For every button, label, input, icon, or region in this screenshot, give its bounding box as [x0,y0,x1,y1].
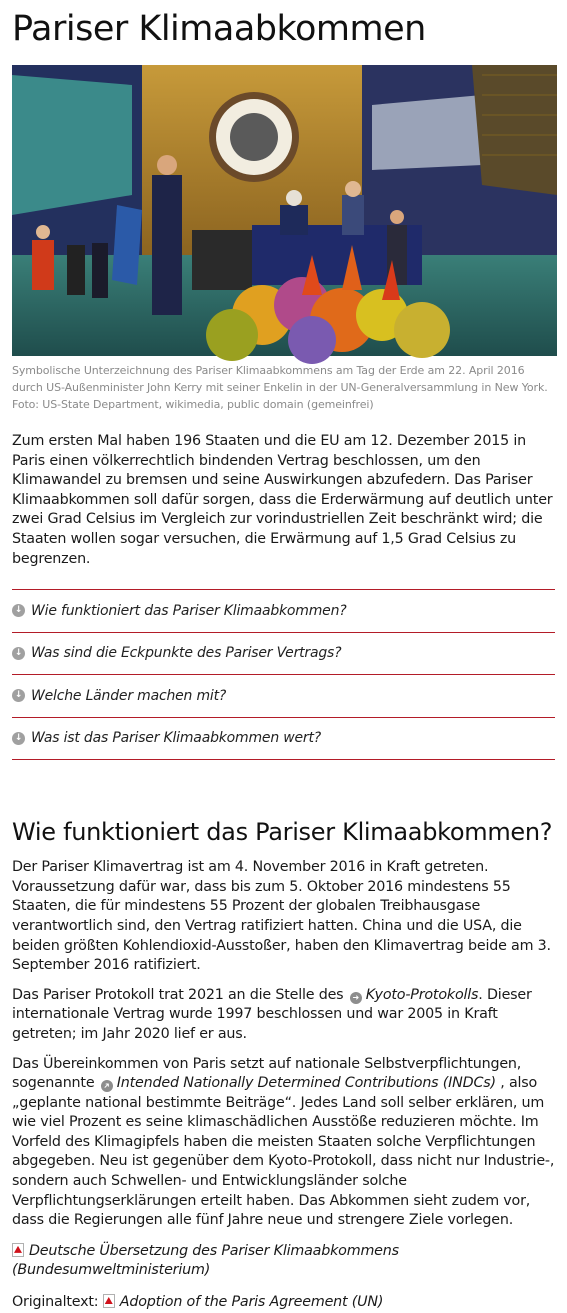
faq-item-funktion[interactable] [12,590,555,633]
paragraph-text: . Dieser internationale Vertrag wurde 1997 beschlossen und war 2005 in Kraft getreten; im Jahr 2020 lief er aus. [12,986,532,1042]
section-paragraph-2 [12,986,555,1045]
indc-link[interactable]: Intended Nationally Determined Contributions (INDCs) [116,1075,496,1092]
image-caption: Symbolische Unterzeichnung des Pariser Klimaabkommens am Tag der Erde am 22. April 2016 durch US-Außenminister John Kerry mit seiner Enkelin in der UN-Generalversammlung in New York. Foto: US-State Department, wikimedia, public domain (gemeinfrei) [12,364,548,411]
faq-label: Was ist das Pariser Klimaabkommen wert? [31,730,321,747]
arrow-down-circle-icon: ↓ [12,689,25,702]
faq-label: Welche Länder machen mit? [31,687,227,704]
german-translation-link[interactable]: Deutsche Übersetzung des Pariser Klimaabkommens (Bundesumweltministerium) [12,1242,399,1279]
pdf-icon [12,1243,24,1257]
arrow-down-circle-icon: ↓ [12,732,25,745]
paragraph-text: Das Pariser Protokoll trat 2021 an die Stelle des [12,986,348,1003]
kyoto-protokoll-link[interactable]: Kyoto-Protokolls [365,986,479,1003]
paragraph-text: Das Übereinkommen von Paris setzt auf nationale Selbstverpflichtungen, sogenannte [12,1055,522,1092]
arrow-right-circle-icon: ➜ [350,992,362,1004]
paragraph-text: , also „geplante national bestimmte Beiträge“. Jedes Land soll selber erklären, um wie viel Prozent es seine klimaschädlichen Ausstöße reduzieren möchte. Im Vorfeld des Klimagipfels haben die meisten Staaten solche Verpflichtungen abgegeben. Neu ist gegenüber dem Kyoto-Protokoll, dass nicht nur Industrie-, sondern auch Schwellen- und Entwicklungsländer solche Verpflichtungserklärungen erteilt haben. Das Abkommen sieht zudem vor, dass die Regierungen alle fünf Jahre neue und strengere Ziele vorlegen. [12,1075,555,1229]
pdf-icon [103,1294,115,1308]
section-paragraph-3 [12,1055,555,1231]
faq-label: Was sind die Eckpunkte des Pariser Vertrags? [31,645,342,662]
arrow-down-circle-icon: ↓ [12,604,25,617]
faq-item-laender[interactable] [12,675,555,718]
faq-list [12,589,555,760]
faq-label: Wie funktioniert das Pariser Klimaabkommen? [31,602,347,619]
faq-item-eckpunkte[interactable] [12,633,555,676]
original-agreement-link[interactable]: Adoption of the Paris Agreement (UN) [119,1294,384,1311]
intro-paragraph: Zum ersten Mal haben 196 Staaten und die EU am 12. Dezember 2015 in Paris einen völkerrechtlich bindenden Vertrag beschlossen, um den Klimawandel zu bremsen und seine Auswirkungen abzufedern. Das Pariser Klimaabkommen soll dafür sorgen, dass die Erderwärmung auf deutlich unter zwei Grad Celsius im Vergleich zur vorindustriellen Zeit beschränkt wird; die Staaten wollen sogar versuchen, die Erwärmung auf 1,5 Grad Celsius zu begrenzen. [12,433,553,567]
article-photo [12,65,557,356]
arrow-down-circle-icon: ↓ [12,647,25,660]
section-heading: Wie funktioniert das Pariser Klimaabkommen? [12,818,553,847]
document-link-line [12,1242,555,1281]
original-text-line [12,1293,555,1313]
external-link-icon: ➜ [98,1077,115,1094]
section-paragraph-1: Der Pariser Klimavertrag ist am 4. November 2016 in Kraft getreten. Voraussetzung dafür war, dass bis zum 5. Oktober 2016 mindestens 55 Staaten, die für mindestens 55 Prozent der globalen Treibhausgase verantwortlich sind, den Vertrag ratifiziert hatten. China und die USA, die beiden größten Kohlendioxid-Ausstoßer, haben den Klimavertrag beide am 3. September 2016 ratifiziert. [12,859,551,974]
faq-item-wert[interactable] [12,718,555,761]
original-text-label: Originaltext: [12,1294,99,1311]
page-title: Pariser Klimaabkommen [12,9,426,49]
